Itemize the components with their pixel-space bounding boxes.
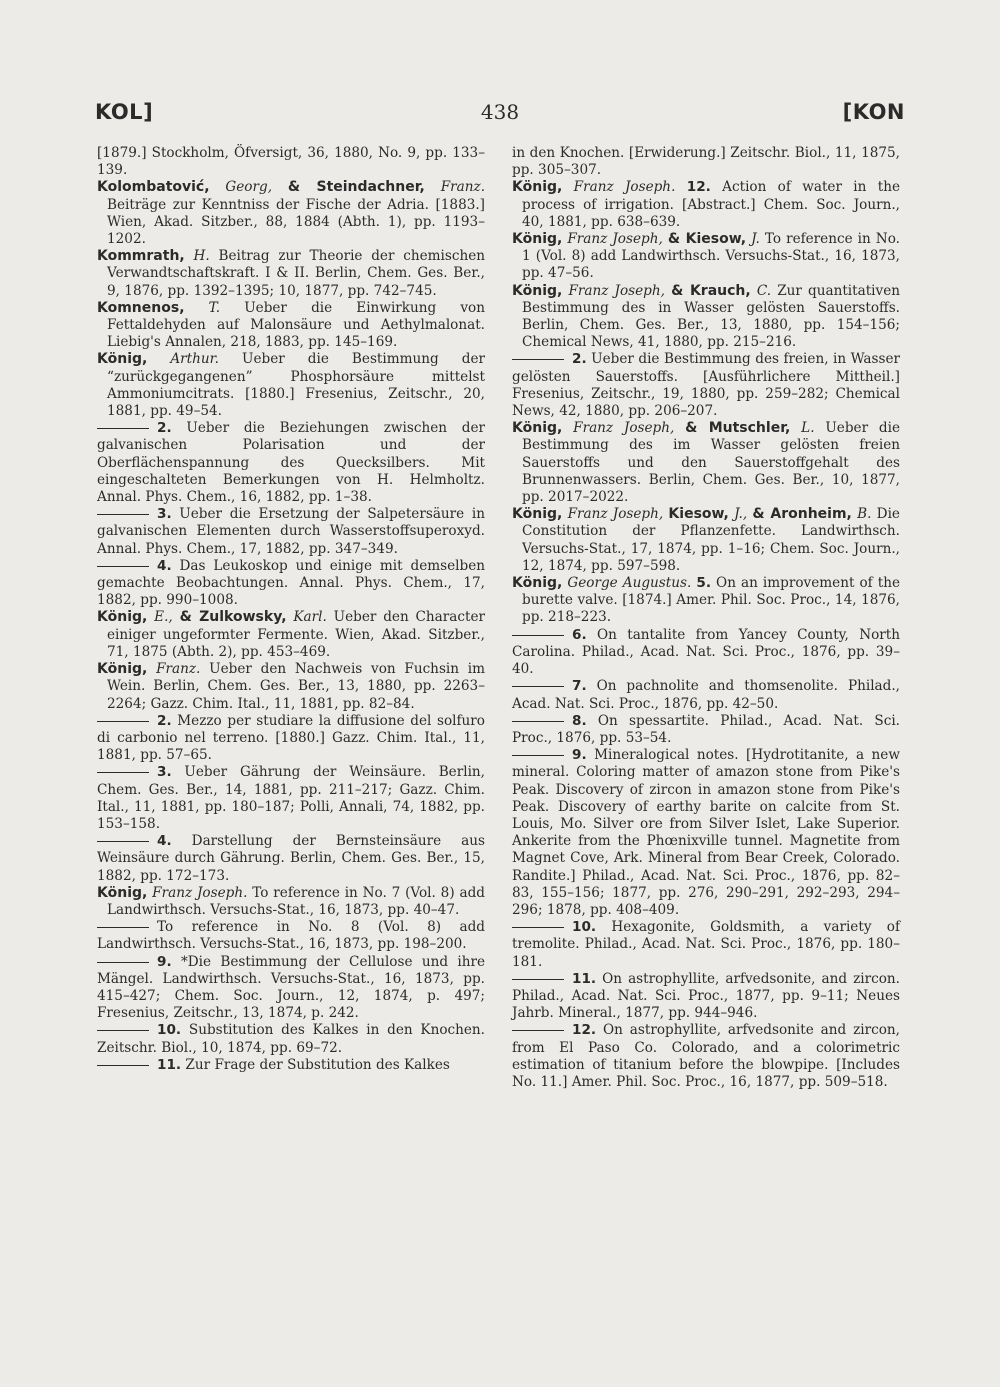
entry-number: 4. [157,833,172,850]
ditto-dash [512,721,564,722]
bibliography-entry [97,420,485,506]
bibliography-entry [512,420,900,506]
bibliography-entry [512,627,900,679]
bibliography-entry [97,351,485,420]
entry-number: 11. [157,1056,182,1073]
bibliography-entry [97,1057,485,1074]
entry-number: 2. [157,712,172,729]
bibliography-entry [512,713,900,747]
entry-text: On pachnolite and thomsenolite. Philad., Acad. Nat. Sci. Proc., 1876, pp. 42–50. [512,678,900,712]
ditto-dash [97,428,149,429]
bibliography-entry [512,231,900,283]
header-right-guide: [KON [842,100,905,124]
page-number: 438 [480,100,520,124]
ditto-dash [97,927,149,928]
entry-number: 9. [157,953,172,970]
bibliography-entry [97,885,485,919]
ditto-dash [512,927,564,928]
ditto-dash [512,979,564,980]
bibliography-entry [512,145,900,179]
coauthor-surname: Kiesow, [668,506,729,523]
bibliography-entry [512,506,900,575]
entry-text: On astrophyllite, arfvedsonite, and zircon. Philad., Acad. Nat. Sci. Proc., 1877, pp. 9–11; Neues Jahrb. Mineral., 1877, pp. 944–946. [512,970,901,1022]
entry-number: 6. [572,626,587,643]
entry-text: Substitution des Kalkes in den Knochen. Zeitschr. Biol., 10, 1874, pp. 69–72. [97,1022,486,1056]
bibliography-entry [97,558,485,610]
author-surname: König, [97,661,148,678]
ditto-dash [512,635,564,636]
entry-number: 12. [686,179,711,196]
coauthor-surname: & Mutschler, [685,420,791,437]
header-left-guide: KOL] [95,100,154,124]
entry-text: Ueber den Nachweis von Fuchsin im Wein. Berlin, Chem. Ges. Ber., 13, 1880, pp. 2263–2264; Gazz. Chim. Ital., 11, 1881, pp. 82–84. [107,661,486,712]
coauthor-given-name: Karl. [293,609,327,626]
page-header [95,100,905,136]
entry-text: Ueber den Character einiger ungeformter Fermente. Wien, Akad. Sitzber., 71, 1875 (Abth. 2), pp. 453–469. [107,609,486,660]
author-surname: König, [97,351,148,368]
entry-number: 3. [157,764,172,781]
bibliography-entry [512,351,900,420]
entry-text: Action of water in the process of irrigation. [Abstract.] Chem. Soc. Journ., 40, 1881, pp. 638–639. [522,179,901,230]
ditto-dash [97,772,149,773]
entry-number: 8. [572,712,587,729]
author-given-name: Franz Joseph, [568,282,665,299]
author-surname: Kolombatović, [97,179,210,196]
entry-text: On an improvement of the burette valve. [1874.] Amer. Phil. Soc. Proc., 14, 1876, pp. 218–223. [522,575,900,626]
bibliography-entry [512,575,900,627]
bibliography-entry [512,283,900,352]
entry-number: 11. [572,970,597,987]
right-column [512,145,900,1091]
author-given-name: Georg, [225,179,273,196]
entry-number: 10. [572,919,597,936]
entry-text: Die Constitution der Pflanzenfette. Landwirthsch. Versuchs-Stat., 17, 1874, pp. 1–16; Chem. Soc. Journ., 12, 1874, pp. 597–598. [522,506,900,574]
entry-text: Ueber die Ersetzung der Salpetersäure in galvanischen Elementen durch Wasserstoffsuperoxyd. Annal. Phys. Chem., 17, 1882, pp. 347–349. [97,506,485,557]
entry-text: Ueber Gährung der Weinsäure. Berlin, Chem. Ges. Ber., 14, 1881, pp. 211–217; Gazz. Chim. Ital., 11, 1881, pp. 180–187; Polli, Annali, 74, 1882, pp. 153–158. [97,764,486,832]
bibliography-entry [97,300,485,352]
ditto-dash [512,1030,564,1031]
ditto-dash [97,841,149,842]
author-given-name: Franz Joseph, [567,231,663,248]
ditto-dash [97,566,149,567]
coauthor-given-name: C. [756,282,772,299]
bibliography-entry [97,609,485,661]
entry-number: 12. [572,1022,597,1039]
author-surname: König, [97,609,148,626]
bibliography-entry [97,145,485,179]
author-surname: Kommrath, [97,248,185,265]
entry-text: Ueber die Bestimmung des im Wasser gelösten freien Sauerstoffs und den Sauerstoffgehalt des Brunnenwassers. Berlin, Chem. Ges. Ber., 10, 1877, pp. 2017–2022. [522,420,900,506]
entry-number: 9. [572,747,587,764]
bibliography-entry [97,248,485,300]
entry-text: Zur quantitativen Bestimmung des in Wasser gelösten Sauerstoffs. Berlin, Chem. Ges. Ber., 13, 1880, pp. 154–156; Chemical News, 41, 1880, pp. 215–216. [522,282,900,351]
author-surname: Komnenos, [97,299,185,316]
author-given-name: Franz Joseph. [152,884,248,901]
author-given-name: T. [208,299,221,316]
bibliography-entry [512,971,900,1023]
entry-text: On astrophyllite, arfvedsonite and zircon, from El Paso Co. Colorado, and a colorimetric estimation of titanium before the blowpipe. [Includes No. 11.] Amer. Phil. Soc. Proc., 16, 1877, pp. 509–518. [512,1022,900,1090]
ditto-dash [97,1065,149,1066]
entry-text: Ueber die Bestimmung des freien, in Wasser gelösten Sauerstoffs. [Ausführlichere Mittheil.] Fresenius, Zeitschr., 19, 1880, pp. 259–282; Chemical News, 42, 1880, pp. 206–207. [512,351,900,420]
bibliography-entry [97,833,485,885]
ditto-dash [512,686,564,687]
entry-number: 2. [572,351,587,368]
coauthor-surname: & Aronheim, [752,506,852,523]
coauthor-given-name: J., [734,506,748,523]
left-column [97,145,485,1074]
coauthor-surname: & Steindachner, [287,179,425,196]
ditto-dash [512,359,564,360]
author-surname: König, [97,884,148,901]
bibliography-entry [512,179,900,231]
author-given-name: Franz Joseph, [567,506,664,523]
entry-text: [1879.] Stockholm, Öfversigt, 36, 1880, No. 9, pp. 133–139. [97,145,485,179]
entry-text: Beitrag zur Theorie der chemischen Verwandtschaftskraft. I & II. Berlin, Chem. Ges. Ber., 9, 1876, pp. 1392–1395; 10, 1877, pp. 742–745. [107,248,486,299]
coauthor-surname: & Kiesow, [667,231,747,248]
entry-text: Beiträge zur Kenntniss der Fische der Adria. [1883.] Wien, Akad. Sitzber., 88, 1884 (Abth. 1), pp. 1193–1202. [107,196,485,248]
entry-text: To reference in No. 7 (Vol. 8) add Landwirthsch. Versuchs-Stat., 16, 1873, pp. 40–47. [107,884,485,918]
bibliography-entry [97,179,485,248]
bibliography-entry [512,747,900,919]
bibliography-entry [512,919,900,971]
entry-text: Ueber die Bestimmung der “zurückgegangenen” Phosphorsäure mittelst Ammoniumcitrats. [1880.] Fresenius, Zeitschr., 20, 1881, pp. 49–54. [107,351,485,420]
entry-text: To reference in No. 1 (Vol. 8) add Landwirthsch. Versuchs-Stat., 16, 1873, pp. 47–56. [522,231,900,282]
entry-text: *Die Bestimmung der Cellulose und ihre Mängel. Landwirthsch. Versuchs-Stat., 16, 1873, pp. 415–427; Chem. Soc. Journ., 12, 1874, p. 497; Fresenius, Zeitschr., 13, 1874, p. 242. [97,953,485,1022]
author-given-name: H. [193,248,210,265]
coauthor-given-name: J. [751,231,760,248]
entry-text: Das Leukoskop und einige mit demselben gemachte Beobachtungen. Annal. Phys. Chem., 17, 1882, pp. 990–1008. [97,557,486,609]
author-given-name: Franz. [156,661,201,678]
entry-number: 10. [157,1022,182,1039]
ditto-dash [97,962,149,963]
bibliography-entry [97,919,485,953]
author-given-name: George Augustus. [567,575,692,592]
ditto-dash [97,514,149,515]
entry-text: To reference in No. 8 (Vol. 8) add Landwirthsch. Versuchs-Stat., 16, 1873, pp. 198–200. [97,919,485,953]
ditto-dash [512,755,564,756]
entry-number: 3. [157,506,172,523]
entry-text: Ueber die Einwirkung von Fettaldehyden auf Malonsäure und Aethylmalonat. Liebig's Annalen, 218, 1883, pp. 145–169. [107,299,485,351]
entry-number: 7. [572,678,587,695]
entry-number: 5. [696,575,711,592]
ditto-dash [97,1030,149,1031]
entry-text: in den Knochen. [Erwiderung.] Zeitschr. Biol., 11, 1875, pp. 305–307. [512,145,900,179]
author-given-name: Franz Joseph, [573,420,675,437]
entry-number: 4. [157,557,172,574]
bibliography-entry [512,1022,900,1091]
bibliography-entry [512,678,900,712]
coauthor-given-name: B. [857,506,872,523]
author-given-name: Franz Joseph. [573,179,676,196]
bibliography-entry [97,506,485,558]
ditto-dash [97,721,149,722]
entry-text: Ueber die Beziehungen zwischen der galvanischen Polarisation und der Oberflächenspannung des Quecksilbers. Mit eingeschalteten Bemerkungen von H. Helmholtz. Annal. Phys. Chem., 16, 1882, pp. 1–38. [97,420,485,506]
entry-text: Mezzo per studiare la diffusione del solfuro di carbonio nel terreno. [1880.] Gazz. Chim. Ital., 11, 1881, pp. 57–65. [97,712,485,764]
entry-text: Hexagonite, Goldsmith, a variety of tremolite. Philad., Acad. Nat. Sci. Proc., 1876, pp. 180–181. [512,919,900,970]
entry-text: On tantalite from Yancey County, North Carolina. Philad., Acad. Nat. Sci. Proc., 1876, pp. 39–40. [512,626,900,678]
author-given-name: E., [154,609,173,626]
entry-text: Zur Frage der Substitution des Kalkes [185,1056,450,1073]
author-surname: König, [512,179,563,196]
bibliography-entry [97,764,485,833]
entry-text: Darstellung der Bernsteinsäure aus Weinsäure durch Gährung. Berlin, Chem. Ges. Ber., 15, 1882, pp. 172–173. [97,833,485,884]
coauthor-given-name: Franz. [440,179,486,196]
entry-text: On spessartite. Philad., Acad. Nat. Sci. Proc., 1876, pp. 53–54. [512,712,900,746]
coauthor-given-name: L. [801,420,815,437]
author-surname: König, [512,506,563,523]
author-surname: König, [512,282,563,299]
author-given-name: Arthur. [170,351,219,368]
coauthor-surname: & Zulkowsky, [179,609,287,626]
author-surname: König, [512,231,563,248]
author-surname: König, [512,420,563,437]
bibliography-entry [97,954,485,1023]
author-surname: König, [512,575,563,592]
bibliography-entry [97,713,485,765]
bibliography-entry [97,661,485,713]
bibliography-entry [97,1022,485,1056]
entry-number: 2. [157,420,172,437]
coauthor-surname: & Krauch, [671,282,751,299]
entry-text: Mineralogical notes. [Hydrotitanite, a new mineral. Coloring matter of amazon stone from Pike's Peak. Discovery of zircon in amazon stone from Pike's Peak. Discovery of earthy barite on calcite from St. Louis, Mo. Silver ore from Silver Islet, Lake Superior. Ankerite from the Phœnixville tunnel. Magnetite from Magnet Cove, Ark. Mineral from Bear Creek, Colorado. Randite.] Philad., Acad. Nat. Sci. Proc., 1876, pp. 82–83, 155–156; 1877, pp. 276, 290–291, 292–293, 294–296; 1878, pp. 408–409. [512,747,900,918]
